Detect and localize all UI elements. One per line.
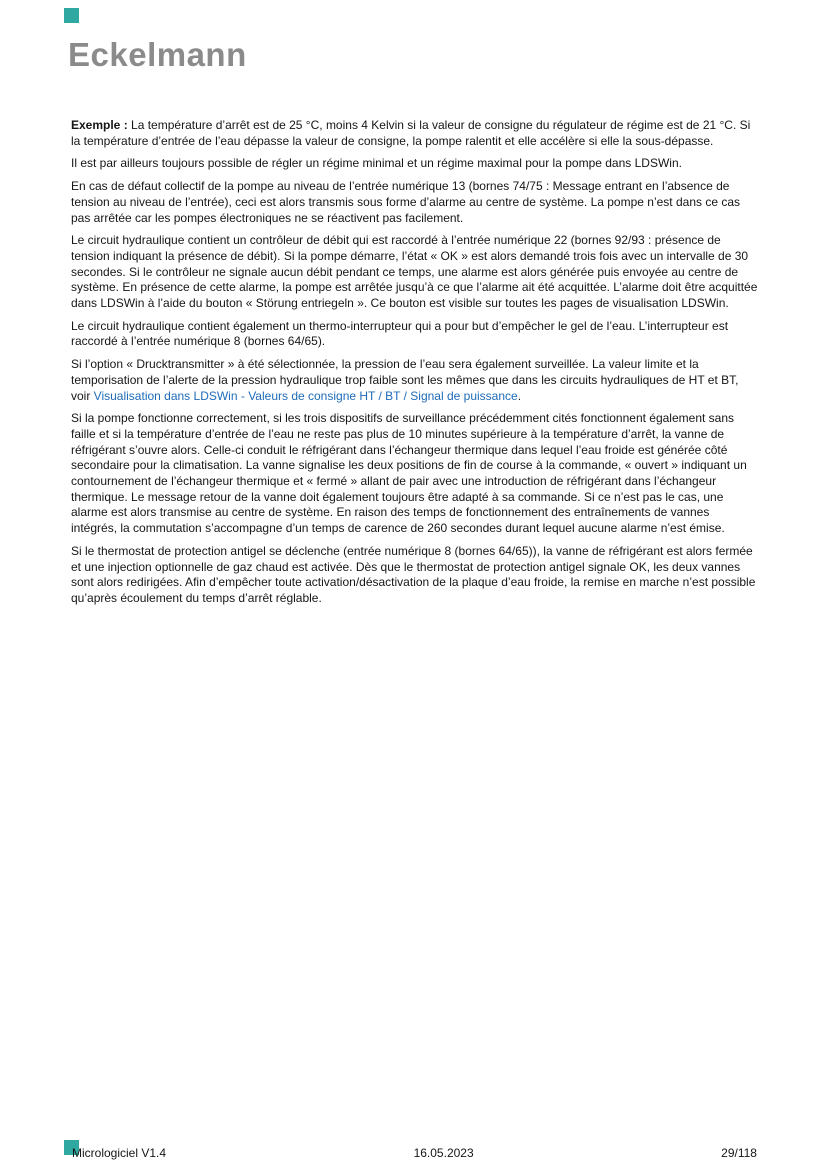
drucktransmitter-text-end: . (517, 388, 522, 403)
drucktransmitter-text: Si l’option « Drucktransmitter » à été sélectionnée, la pression de l’eau sera également surveillée. La valeur limite et la temporisation de l’alerte de la pression hydraulique trop faible sont les mêmes que dans les circuits hydrauliques de HT et BT, voir (71, 357, 739, 403)
page-content (71, 118, 758, 614)
footer-date: 16.05.2023 (413, 1146, 474, 1160)
example-text: La température d’arrêt est de 25 °C, moins 4 Kelvin si la valeur de consigne du régulateur de régime est de 21 °C. Si la température d’entrée de l’eau dépasse la valeur de consigne, la pompe ralentit et elle accélère si elle la sous-dépasse. (71, 118, 751, 148)
paragraph-thermo-interrupteur: Le circuit hydraulique contient également un thermo-interrupteur qui a pour but d’empêcher le gel de l’eau. L’interrupteur est raccordé à l’entrée numérique 8 (bornes 64/65). (71, 318, 729, 349)
cross-reference-link[interactable]: Visualisation dans LDSWin - Valeurs de consigne HT / BT / Signal de puissance (93, 388, 518, 403)
paragraph-defaut-collectif: En cas de défaut collectif de la pompe au niveau de l’entrée numérique 13 (bornes 74/75 : Message entrant en l’absence de tension au niveau de l’entrée), ceci est alors transmis sous forme d’alarme au centre de système. La pompe n’est dans ce cas pas arrêtée car les pompes électroniques ne se réactivent pas facilement. (71, 179, 741, 225)
paragraph-vanne-refrigerant: Si la pompe fonctionne correctement, si les trois dispositifs de surveillance précédemment cités fonctionnent également sans faille et si la température d’entrée de l’eau ne reste pas plus de 10 minutes supérieure à la température d’arrêt, la vanne de réfrigérant s’ouvre alors. Celle-ci conduit le réfrigérant dans l’échangeur thermique dans lequel l’eau froide est générée côté secondaire pour la climatisation. La vanne signalise les deux positions de fin de course à la commande, « ouvert » indiquant un contournement de l’échangeur thermique et « fermé » allant de pair avec une introduction de réfrigérant dans l’échangeur thermique. Le message retour de la vanne doit également toujours être adapté à sa commande. Si ce n’est pas le cas, une alarme est alors transmise au centre de système. En raison des temps de fonctionnement des entraînements de vannes intégrés, la commutation s’accompagne d’un temps de carence de 260 secondes durant lequel aucune alarme n’est émise. (71, 411, 747, 536)
paragraph-ldswin-regime: Il est par ailleurs toujours possible de régler un régime minimal et un régime maximal pour la pompe dans LDSWin. (71, 156, 682, 171)
footer-page-number: 29/118 (721, 1146, 757, 1160)
paragraph-thermostat-antigel: Si le thermostat de protection antigel se déclenche (entrée numérique 8 (bornes 64/65)), la vanne de réfrigérant est alors fermée et une injection optionnelle de gaz chaud est activée. Dès que le thermostat de protection antigel signale OK, les deux vannes sont alors redirigées. Afin d’empêcher toute activation/désactivation de la plaque d’eau froide, la remise en marche n’est possible qu’après écoulement du temps d’arrêt réglable. (71, 543, 756, 605)
page-footer (72, 1146, 757, 1160)
footer-version: Micrologiciel V1.4 (72, 1146, 167, 1160)
paragraph-controleur-debit: Le circuit hydraulique contient un contrôleur de débit qui est raccordé à l’entrée numérique 22 (bornes 92/93 : présence de tension indiquant la présence de débit). Si la pompe démarre, l’état « OK » est alors demandé trois fois avec un intervalle de 30 secondes. Si le contrôleur ne signale aucun débit pendant ce temps, une alarme est alors générée puis envoyée au centre de système. En présence de cette alarme, la pompe est arrêtée jusqu’à ce que l’alarme ait été acquittée. L’alarme doit être acquittée dans LDSWin à l’aide du bouton « Störung entriegeln ». Ce bouton est visible sur toutes les pages de visualisation LDSWin. (71, 233, 758, 311)
paragraph-example (71, 118, 758, 149)
company-logo: Eckelmann (68, 36, 247, 73)
paragraph-drucktransmitter (71, 357, 758, 404)
example-label: Exemple : (71, 118, 128, 132)
brand-square-top (64, 8, 79, 23)
